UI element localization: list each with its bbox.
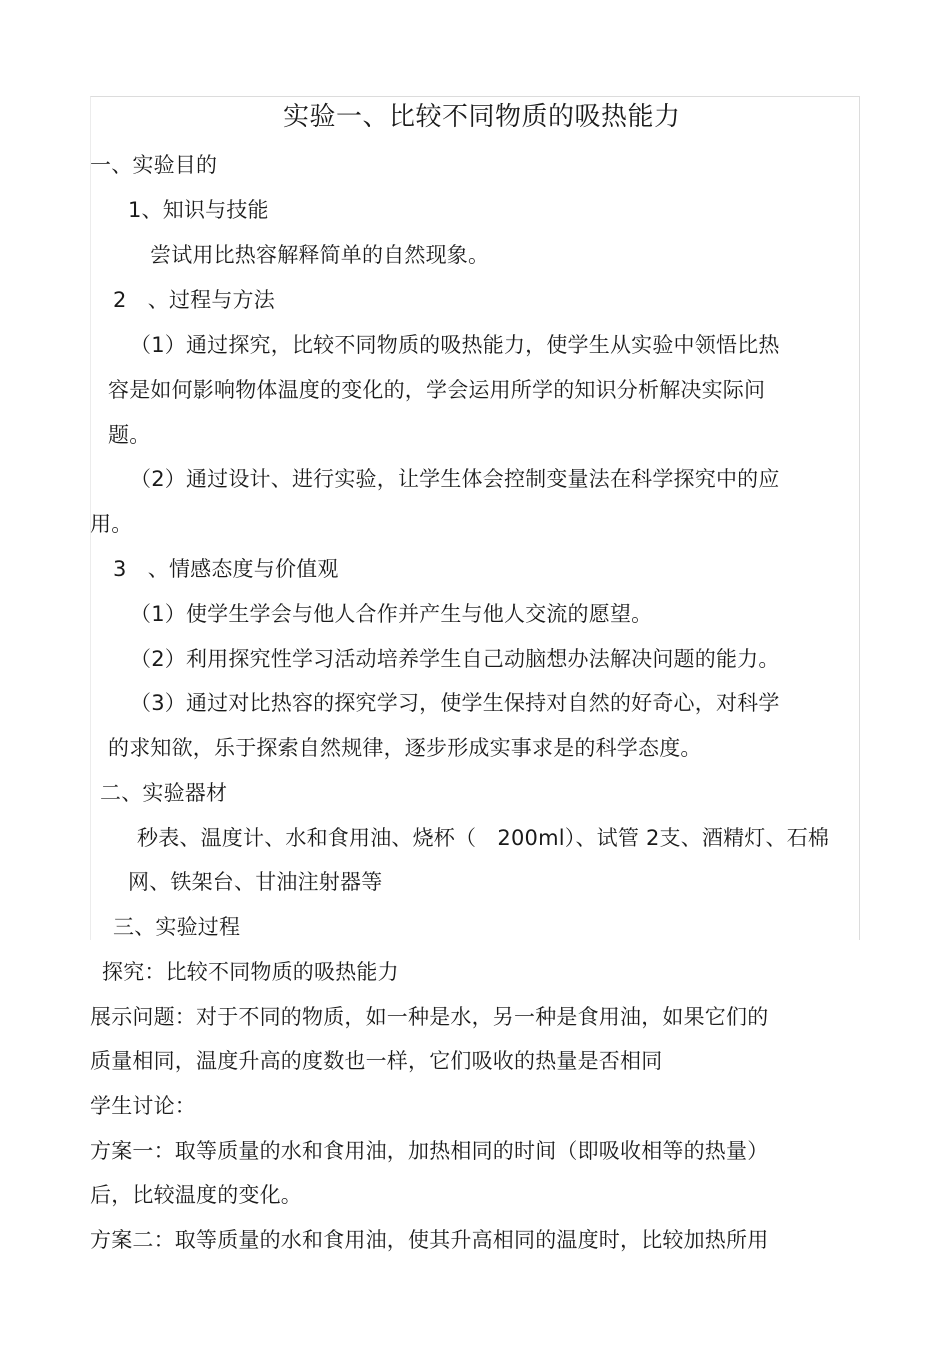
paragraph-line: 学生讨论：: [90, 1094, 196, 1118]
paragraph-line: （2）利用探究性学习活动培养学生自己动脑想办法解决问题的能力。: [130, 647, 780, 671]
paragraph-line: 方案二：取等质量的水和食用油，使其升高相同的温度时，比较加热所用: [90, 1228, 769, 1252]
section-heading-equipment: 二、实验器材: [100, 781, 228, 805]
paragraph-line: 探究：比较不同物质的吸热能力: [102, 960, 399, 984]
paragraph-line: 用。: [90, 512, 133, 536]
paragraph-line: （2）通过设计、进行实验，让学生体会控制变量法在科学探究中的应: [130, 467, 780, 491]
paragraph-line: 后，比较温度的变化。: [90, 1183, 302, 1207]
paragraph-line: 尝试用比热容解释简单的自然现象。: [150, 243, 490, 267]
subheading-attitude-values: 3 、情感态度与价值观: [113, 557, 339, 581]
paragraph-line: 展示问题：对于不同的物质，如一种是水，另一种是食用油，如果它们的: [90, 1005, 769, 1029]
paragraph-line: 容是如何影响物体温度的变化的，学会运用所学的知识分析解决实际问: [108, 378, 766, 402]
paragraph-line: （3）通过对比热容的探究学习，使学生保持对自然的好奇心，对科学: [130, 691, 780, 715]
paragraph-line: （1）使学生学会与他人合作并产生与他人交流的愿望。: [130, 602, 653, 626]
paragraph-line: （1）通过探究，比较不同物质的吸热能力，使学生从实验中领悟比热: [130, 333, 780, 357]
paragraph-line: 质量相同，温度升高的度数也一样，它们吸收的热量是否相同: [90, 1049, 663, 1073]
section-heading-objectives: 一、实验目的: [90, 153, 218, 177]
section-heading-process: 三、实验过程: [113, 915, 241, 939]
paragraph-line: 秒表、温度计、水和食用油、烧杯（ 200ml）、试管 2支、酒精灯、石棉: [137, 826, 830, 850]
paragraph-line: 方案一：取等质量的水和食用油，加热相同的时间（即吸收相等的热量）: [90, 1139, 769, 1163]
paragraph-line: 题。: [108, 423, 151, 447]
paragraph-line: 网、铁架台、甘油注射器等: [128, 870, 383, 894]
paragraph-line: 的求知欲，乐于探索自然规律，逐步形成实事求是的科学态度。: [108, 736, 702, 760]
subheading-process-method: 2 、过程与方法: [113, 288, 275, 312]
subheading-knowledge-skills: 1、知识与技能: [128, 198, 269, 222]
document-title: 实验一、比较不同物质的吸热能力: [283, 102, 681, 132]
